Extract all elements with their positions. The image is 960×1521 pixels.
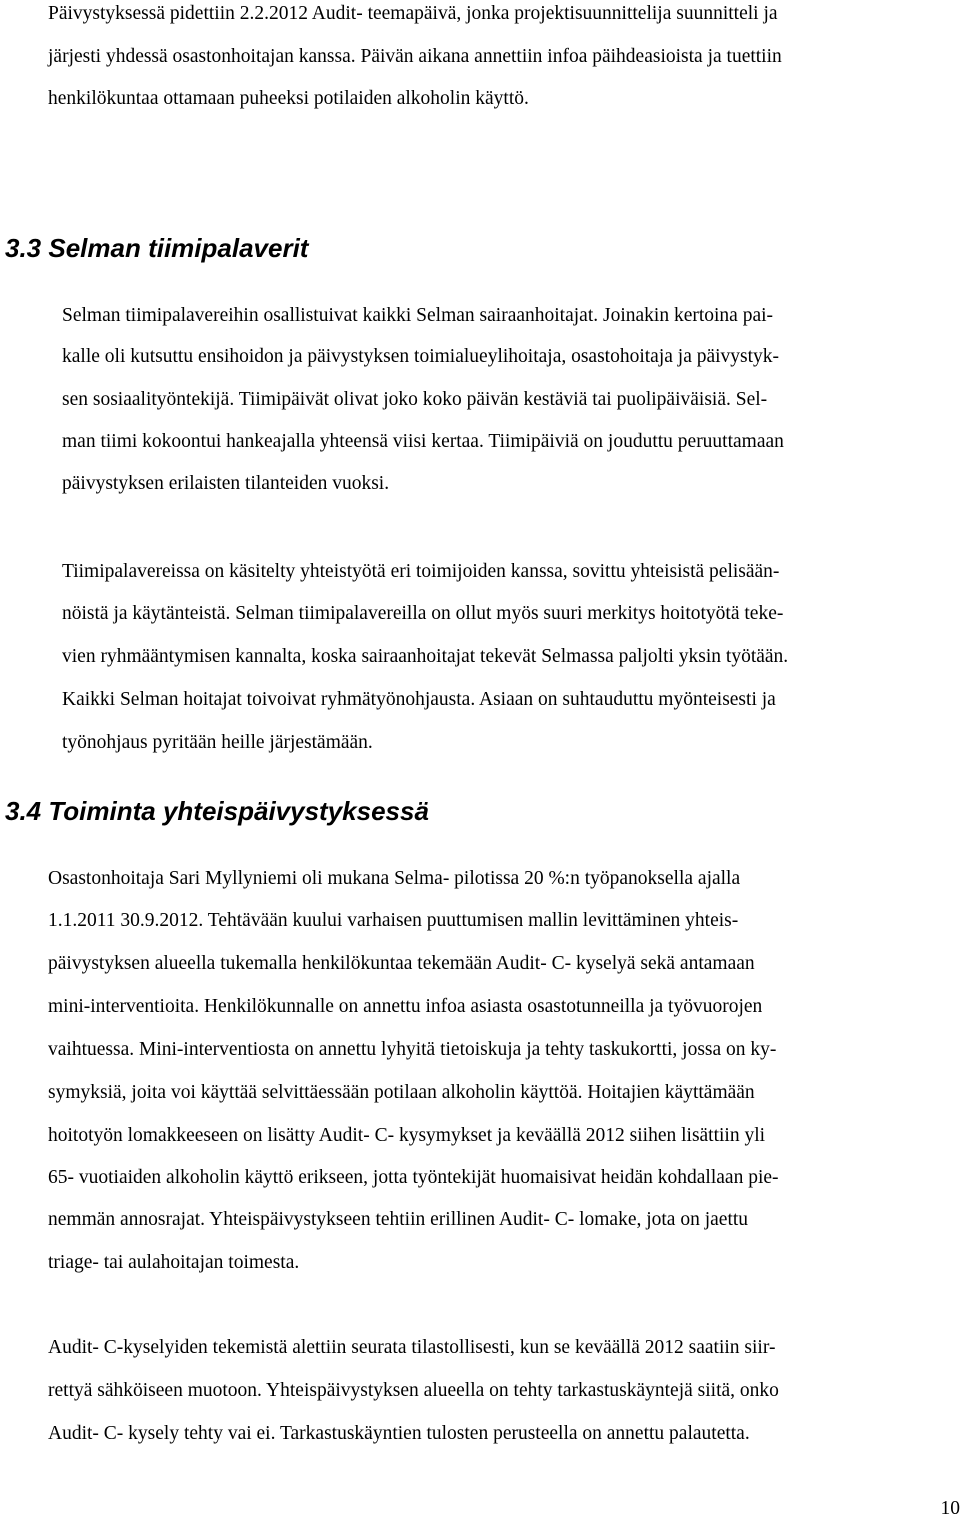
text-line: nemmän annosrajat. Yhteispäivystykseen tehtiin erillinen Audit- C- lomake, jota on jaettu (48, 1208, 748, 1232)
text-line: rettyä sähköiseen muotoon. Yhteispäivystyksen alueella on tehty tarkastuskäyntejä siitä, onko (48, 1379, 779, 1403)
text-line: järjesti yhdessä osastonhoitajan kanssa. Päivän aikana annettiin infoa päihdeasioista ja tuettiin (48, 45, 782, 69)
text-line: Osastonhoitaja Sari Myllyniemi oli mukana Selma- pilotissa 20 %:n työpanoksella ajalla (48, 867, 740, 891)
text-line: Tiimipalavereissa on käsitelty yhteistyötä eri toimijoiden kanssa, sovittu yhteisistä pelisään- (62, 560, 779, 584)
text-line: Audit- C-kyselyiden tekemistä alettiin seurata tilastollisesti, kun se keväällä 2012 saatiin siir- (48, 1336, 775, 1360)
text-line: 1.1.2011 30.9.2012. Tehtävään kuului varhaisen puuttumisen mallin levittäminen yhteis- (48, 909, 738, 933)
text-line: man tiimi kokoontui hankeajalla yhteensä viisi kertaa. Tiimipäiviä on jouduttu peruuttamaan (62, 430, 784, 454)
page-number: 10 (941, 1497, 960, 1521)
text-line: kalle oli kutsuttu ensihoidon ja päivystyksen toimialueylihoitaja, osastohoitaja ja päivystyk- (62, 345, 779, 369)
text-line: 65- vuotiaiden alkoholin käyttö erikseen, jotta työntekijät huomaisivat heidän kohdallaan pie- (48, 1166, 779, 1190)
text-line: henkilökuntaa ottamaan puheeksi potilaiden alkoholin käyttö. (48, 87, 529, 111)
text-line: hoitotyön lomakkeeseen on lisätty Audit- C- kysymykset ja keväällä 2012 siihen lisättiin yli (48, 1124, 765, 1148)
text-line: triage- tai aulahoitajan toimesta. (48, 1251, 299, 1275)
text-line: Päivystyksessä pidettiin 2.2.2012 Audit- teemapäivä, jonka projektisuunnittelija suunnitteli ja (48, 2, 778, 26)
text-line: symyksiä, joita voi käyttää selvittäessään potilaan alkoholin käyttöä. Hoitajien käyttämään (48, 1081, 755, 1105)
text-line: mini-interventioita. Henkilökunnalle on annettu infoa asiasta osastotunneilla ja työvuorojen (48, 995, 762, 1019)
text-line: työnohjaus pyritään heille järjestämään. (62, 731, 373, 755)
text-line: nöistä ja käytänteistä. Selman tiimipalavereilla on ollut myös suuri merkitys hoitotyötä teke- (62, 602, 783, 626)
text-line: Kaikki Selman hoitajat toivoivat ryhmätyönohjausta. Asiaan on suhtauduttu myönteisesti ja (62, 688, 776, 712)
text-line: vien ryhmääntymisen kannalta, koska sairaanhoitajat tekevät Selmassa paljolti yksin työtään. (62, 645, 788, 669)
section-heading-3-4: 3.4 Toiminta yhteispäivystyksessä (5, 796, 429, 826)
text-line: päivystyksen alueella tukemalla henkilökuntaa tekemään Audit- C- kyselyä sekä antamaan (48, 952, 755, 976)
section-heading-3-3: 3.3 Selman tiimipalaverit (5, 233, 308, 263)
text-line: vaihtuessa. Mini-interventiosta on annettu lyhyitä tietoiskuja ja tehty taskukortti, jossa on ky- (48, 1038, 776, 1062)
text-line: päivystyksen erilaisten tilanteiden vuoksi. (62, 472, 389, 496)
text-line: Selman tiimipalavereihin osallistuivat kaikki Selman sairaanhoitajat. Joinakin kertoina pai- (62, 304, 773, 328)
text-line: sen sosiaalityöntekijä. Tiimipäivät olivat joko koko päivän kestäviä tai puolipäiväisiä. Sel- (62, 388, 767, 412)
text-line: Audit- C- kysely tehty vai ei. Tarkastuskäyntien tulosten perusteella on annettu palautetta. (48, 1422, 750, 1446)
